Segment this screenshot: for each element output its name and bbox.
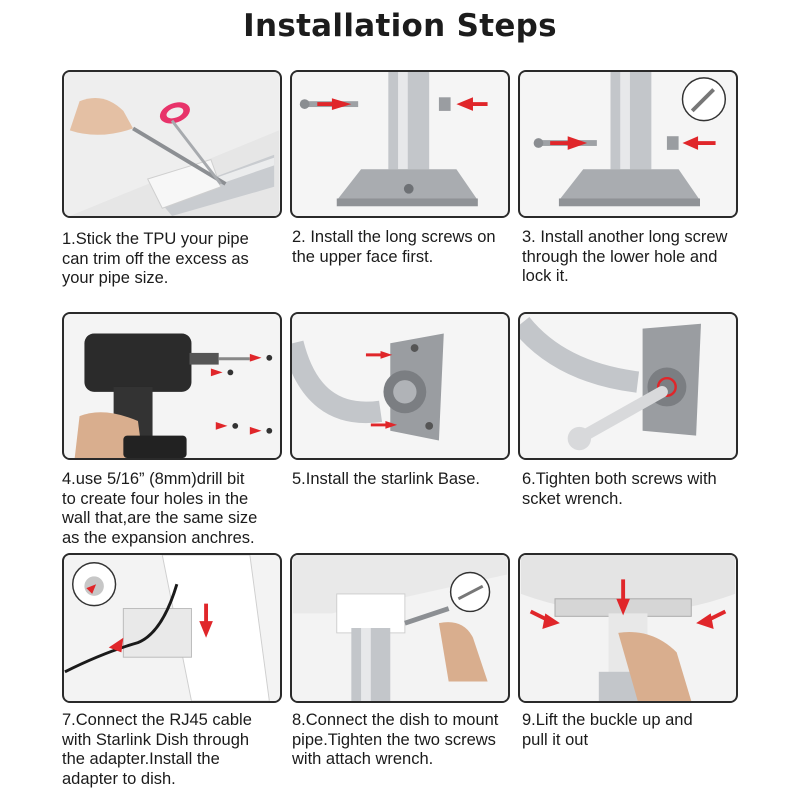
- step-5-image: [290, 312, 510, 460]
- step-2-caption: 2. Install the long screws on the upper face first.: [292, 228, 496, 266]
- step-7-image: [62, 553, 282, 703]
- step-6-image: [518, 312, 738, 460]
- step-3-caption: 3. Install another long screw through the lower hole and lock it.: [522, 228, 728, 285]
- rj45-adapter-illustration: [64, 555, 280, 701]
- step-9-image: [518, 553, 738, 703]
- dish-pipe-wrench-illustration: [292, 555, 508, 701]
- step-7-caption: 7.Connect the RJ45 cable with Starlink Dish through the adapter.Install the adapter to dish.: [62, 711, 252, 788]
- step-3-image: [518, 70, 738, 218]
- bracket-lower-screw-illustration: [520, 72, 736, 216]
- step-4-caption: 4.use 5/16” (8mm)drill bit to create four holes in the wall that,are the same size as the expansion anchres.: [62, 470, 258, 547]
- step-2-image: [290, 70, 510, 218]
- step-1-caption: 1.Stick the TPU your pipe can trim off the excess as your pipe size.: [62, 230, 249, 287]
- drill-illustration: [64, 314, 280, 458]
- starlink-base-illustration: [292, 314, 508, 458]
- step-8-image: [290, 553, 510, 703]
- step-9-caption: 9.Lift the buckle up and pull it out: [522, 711, 693, 749]
- buckle-lift-illustration: [520, 555, 736, 701]
- wrench-tighten-illustration: [520, 314, 736, 458]
- step-1-image: [62, 70, 282, 218]
- step-5-caption: 5.Install the starlink Base.: [292, 470, 481, 488]
- step-8-caption: 8.Connect the dish to mount pipe.Tighten the two screws with attach wrench.: [292, 711, 499, 768]
- step-4-image: [62, 312, 282, 460]
- scissors-pipe-illustration: [64, 72, 280, 216]
- step-6-caption: 6.Tighten both screws with scket wrench.: [522, 470, 717, 508]
- page-title: Installation Steps: [243, 8, 557, 44]
- bracket-screw-illustration: [292, 72, 508, 216]
